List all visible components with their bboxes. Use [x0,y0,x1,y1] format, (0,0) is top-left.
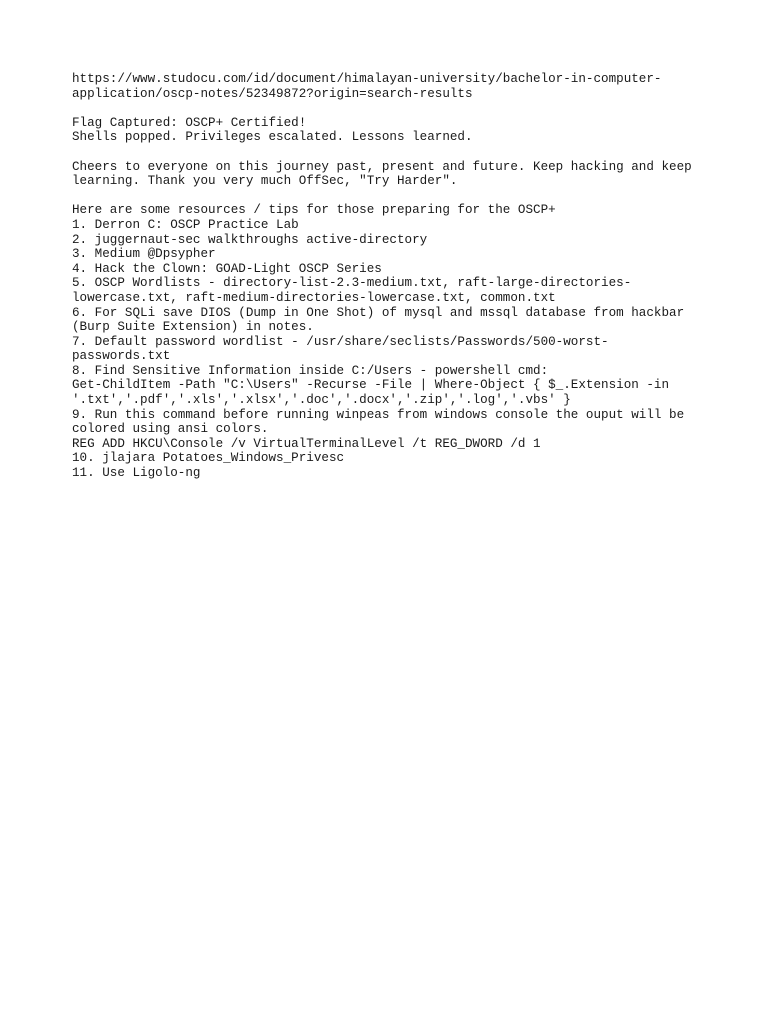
document-page [72,72,712,481]
list-item: 7. Default password wordlist - /usr/share/seclists/Passwords/500-worst- [72,334,609,349]
paragraph-gap [72,101,712,116]
list-item: 4. Hack the Clown: GOAD-Light OSCP Series [72,261,382,276]
list-item: 5. OSCP Wordlists - directory-list-2.3-medium.txt, raft-large-directories- [72,276,632,291]
list-item: 1. Derron C: OSCP Practice Lab [72,217,299,232]
resources-heading: Here are some resources / tips for those preparing for the OSCP+ [72,203,556,218]
list-item-continuation: colored using ansi colors. [72,422,269,437]
cheers-line: learning. Thank you very much OffSec, "Try Harder". [72,174,458,189]
url-line: https://www.studocu.com/id/document/himalayan-university/bachelor-in-computer- [72,72,662,86]
list-item: 8. Find Sensitive Information inside C:/Users - powershell cmd: [72,363,549,378]
url-line: application/oscp-notes/52349872?origin=search-results [72,86,473,101]
list-item-continuation: passwords.txt [72,349,171,364]
resources-list [72,203,712,480]
list-item: 9. Run this command before running winpeas from windows console the ouput will be [72,407,685,422]
cheers-paragraph [72,160,712,189]
paragraph-gap [72,189,712,204]
list-item: 10. jlajara Potatoes_Windows_Privesc [72,451,345,466]
list-item-continuation: lowercase.txt, raft-medium-directories-lowercase.txt, common.txt [72,290,556,305]
code-line: Get-ChildItem -Path "C:\Users" -Recurse -File | Where-Object { $_.Extension -in [72,378,670,393]
list-item: 11. Use Ligolo-ng [72,466,201,481]
flag-line: Shells popped. Privileges escalated. Lessons learned. [72,130,473,145]
flag-line: Flag Captured: OSCP+ Certified! [72,115,307,130]
source-url [72,72,712,101]
list-item-continuation: (Burp Suite Extension) in notes. [72,320,314,335]
list-item: 3. Medium @Dpsypher [72,247,216,262]
flag-paragraph [72,116,712,145]
list-item: 6. For SQLi save DIOS (Dump in One Shot) of mysql and mssql database from hackbar [72,305,685,320]
paragraph-gap [72,145,712,160]
code-line: '.txt','.pdf','.xls','.xlsx','.doc','.docx','.zip','.log','.vbs' } [72,393,571,408]
code-line: REG ADD HKCU\Console /v VirtualTerminalLevel /t REG_DWORD /d 1 [72,436,541,451]
list-item: 2. juggernaut-sec walkthroughs active-directory [72,232,428,247]
cheers-line: Cheers to everyone on this journey past, present and future. Keep hacking and keep [72,159,692,174]
